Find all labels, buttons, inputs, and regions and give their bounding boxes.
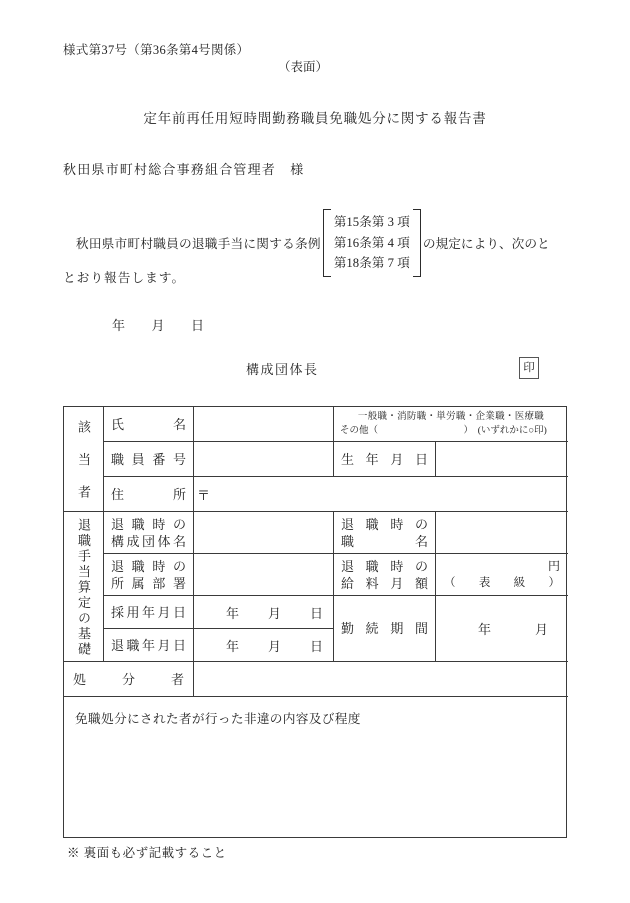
severance-group-cell [64, 512, 104, 662]
service-period-label: 勤続期間 [341, 621, 428, 636]
retire-date-value: 年 月 日 [226, 638, 323, 654]
misconduct-description-title: 免職処分にされた者が行った非違の内容及び程度 [75, 712, 361, 726]
job-category-other: その他（ ） (いずれかに○印) [340, 426, 547, 436]
clause-item: 第16条第 4 項 [333, 235, 410, 250]
clause-item: 第18条第 7 項 [333, 256, 410, 270]
job-title-value-cell [436, 512, 568, 554]
department-value-cell [194, 554, 334, 596]
disposer-label-cell [64, 662, 194, 697]
salary-label-line2: 給料月額 [341, 575, 428, 591]
report-date-line: 年 月 日 [112, 318, 204, 333]
salary-unit-label: 円 [547, 558, 560, 573]
addressee-line: 秋田県市町村総合事務組合管理者 様 [63, 162, 305, 177]
seal-stamp-box: 印 [519, 357, 539, 379]
applicant-group-label: 該当者 [76, 420, 91, 498]
disposer-value-cell [194, 662, 568, 697]
birthdate-label: 生年月日 [341, 451, 428, 467]
name-label-cell [104, 407, 194, 442]
backside-note: ※ 裏面も必ず記載すること [67, 846, 227, 860]
employee-number-label-cell [104, 442, 194, 477]
job-title-label-line2: 職名 [341, 533, 428, 549]
job-title-label-cell [334, 512, 436, 554]
service-period-label-cell [334, 596, 436, 662]
hire-date-value: 年 月 日 [226, 605, 323, 621]
service-period-value: 年 月 [478, 622, 548, 637]
form-number: 様式第37号（第36条第4号関係） [63, 43, 250, 57]
org-name-label-line1: 退職時の [111, 516, 186, 532]
department-label-line2: 所属部署 [111, 575, 186, 591]
misconduct-description-cell [64, 697, 568, 839]
birthdate-value-cell [436, 442, 568, 477]
address-value-cell [194, 477, 568, 512]
address-label: 住所 [111, 486, 186, 502]
salary-grade-label: （ 表 級 ） [444, 576, 560, 589]
clause-bracket [323, 209, 421, 277]
employee-number-value-cell [194, 442, 334, 477]
department-label-cell [104, 554, 194, 596]
name-value-cell [194, 407, 334, 442]
org-name-label-cell [104, 512, 194, 554]
salary-value-cell [436, 554, 568, 596]
job-category-options: 一般職・消防職・単労職・企業職・医療職 [357, 412, 545, 422]
applicant-group-cell [64, 407, 104, 512]
report-form-table [63, 406, 567, 838]
service-period-value-cell [436, 596, 568, 662]
intro-text-after: の規定により、次のと [422, 237, 550, 252]
hire-date-label: 採用年月日 [111, 604, 186, 620]
employee-number-label: 職員番号 [111, 451, 186, 467]
department-label-line1: 退職時の [111, 558, 186, 574]
retire-date-value-cell [194, 629, 334, 662]
job-category-cell [334, 407, 568, 442]
signer-title: 構成団体長 [246, 362, 319, 377]
hire-date-value-cell [194, 596, 334, 629]
birthdate-label-cell [334, 442, 436, 477]
severance-group-label: 退職手当算定の基礎 [76, 518, 91, 655]
intro-continuation: とおり報告します。 [63, 271, 186, 285]
clause-item: 第15条第 3 項 [333, 215, 410, 229]
postal-mark: 〒 [197, 487, 211, 503]
retire-date-label-cell [104, 629, 194, 662]
page-title: 定年前再任用短時間勤務職員免職処分に関する報告書 [143, 111, 487, 126]
job-title-label-line1: 退職時の [341, 516, 428, 532]
retire-date-label: 退職年月日 [111, 637, 186, 653]
org-name-value-cell [194, 512, 334, 554]
org-name-label-line2: 構成団体名 [111, 533, 186, 549]
hire-date-label-cell [104, 596, 194, 629]
salary-label-cell [334, 554, 436, 596]
page-side-label: （表面） [277, 60, 328, 74]
name-label: 氏名 [111, 416, 186, 432]
disposer-label: 処分者 [73, 671, 184, 687]
salary-label-line1: 退職時の [341, 558, 428, 574]
intro-text-before: 秋田県市町村職員の退職手当に関する条例 [63, 237, 321, 252]
address-label-cell [104, 477, 194, 512]
